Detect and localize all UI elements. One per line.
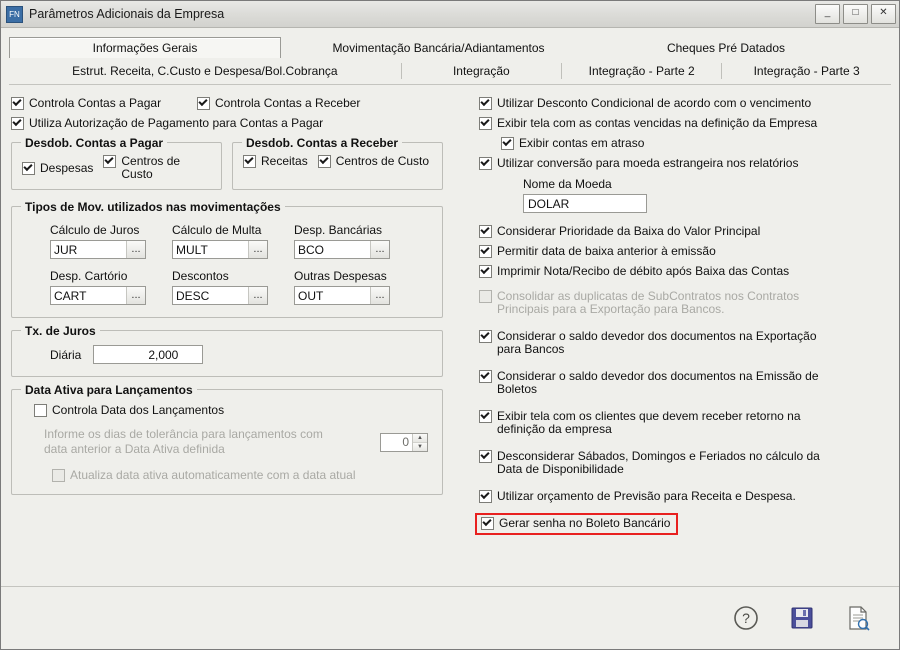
checkbox-icon[interactable] [481,517,494,530]
checkbox-label: Utiliza Autorização de Pagamento para Contas a Pagar [29,116,324,130]
right-column [443,97,889,586]
text-input[interactable] [295,287,370,304]
text-input[interactable] [51,241,126,258]
checkbox-label: Utilizar Desconto Condicional de acordo com o vencimento [497,96,812,110]
checkbox-conversao-moeda-estrangeira[interactable] [479,157,889,170]
checkbox-controla-data-lancamentos[interactable] [34,404,428,417]
input-outras-despesas[interactable] [294,286,390,305]
tolerance-description [44,427,380,457]
checkbox-icon[interactable] [479,290,492,303]
checkbox-imprimir-nota-recibo[interactable] [479,265,889,278]
checkbox-controla-contas-pagar[interactable] [11,97,197,110]
checkbox-label: Centros de Custo [121,154,181,181]
checkbox-icon[interactable] [479,450,492,463]
save-button[interactable] [787,603,817,633]
group-desdob-contas-receber [232,136,443,190]
checkbox-exibir-clientes-retorno[interactable] [479,410,889,436]
tab-bar [1,28,899,85]
group-legend: Data Ativa para Lançamentos [21,383,197,397]
input-desp-cartorio[interactable] [50,286,146,305]
export-button[interactable] [843,603,873,633]
checkbox-icon[interactable] [11,97,24,110]
field-label: Desp. Cartório [50,269,128,283]
checkbox-icon[interactable] [479,370,492,383]
field-calculo-multa [172,223,268,259]
checkbox-icon[interactable] [479,117,492,130]
checkbox-icon[interactable] [479,265,492,278]
input-calculo-juros[interactable] [50,240,146,259]
checkbox-icon[interactable] [34,404,47,417]
checkbox-desconsiderar-sabados-domingos[interactable] [479,450,889,476]
checkbox-label: Exibir contas em atraso [519,136,645,150]
checkbox-label: Exibir tela com as contas vencidas na definição da Empresa [497,116,818,130]
group-tipos-movimentacao [11,200,443,318]
spinner-buttons[interactable] [412,434,427,451]
svg-text:?: ? [742,610,750,626]
checkbox-label: Permitir data de baixa anterior à emissão [497,244,716,258]
tab-estrut-receita[interactable]: Estrut. Receita, C.Custo e Despesa/Bol.Cobrança [72,64,338,78]
field-label: Cálculo de Multa [172,223,262,237]
checkbox-icon[interactable] [479,97,492,110]
tab-row-secondary [9,58,891,85]
lookup-button[interactable]: ... [248,241,267,258]
field-outras-despesas [294,269,390,305]
field-desp-cartorio [50,269,146,305]
text-input[interactable] [173,287,248,304]
checkbox-label: Utilizar conversão para moeda estrangeira nos relatórios [497,156,799,170]
group-legend: Desdob. Contas a Receber [242,136,402,150]
checkbox-label: Imprimir Nota/Recibo de débito após Baixa das Contas [497,264,790,278]
checkbox-label: Consolidar as duplicatas de SubContratos nos Contratos Principais para a Exportação para Bancos. [497,289,800,316]
tab-row-primary [9,34,891,58]
input-descontos[interactable] [172,286,268,305]
tolerance-description-line1: Informe os dias de tolerância para lançamentos com [44,427,323,441]
input-tx-juros-diaria[interactable] [93,345,203,364]
tab-movimentacao-bancaria[interactable]: Movimentação Bancária/Adiantamentos [332,41,545,55]
checkbox-controla-contas-receber[interactable] [197,97,360,110]
checkbox-icon[interactable] [479,225,492,238]
field-label: Desp. Bancárias [294,223,383,237]
checkbox-label: Exibir tela com os clientes que devem receber retorno na definição da empresa [497,409,801,436]
checkbox-gerar-senha-boleto[interactable] [481,517,670,530]
lookup-button[interactable]: ... [370,241,389,258]
field-nome-moeda [523,177,889,213]
tab-informacoes-gerais[interactable]: Informações Gerais [9,37,281,58]
checkbox-label: Controla Data dos Lançamentos [52,403,225,417]
checkbox-label: Considerar o saldo devedor dos documentos na Exportação para Bancos [497,329,817,356]
left-column [11,97,443,586]
checkbox-exibir-contas-vencidas[interactable] [479,117,889,130]
checkbox-label: Receitas [261,154,308,168]
checkbox-exibir-contas-atraso[interactable] [501,137,889,150]
checkbox-icon[interactable] [479,490,492,503]
checkbox-label: Controla Contas a Pagar [29,96,162,110]
tab-content-informacoes-gerais [1,85,899,586]
lookup-button[interactable]: ... [370,287,389,304]
text-input[interactable] [295,241,370,258]
field-desp-bancarias [294,223,390,259]
spinner-value[interactable] [381,434,412,451]
checkbox-despesas[interactable] [22,162,93,175]
checkbox-receitas[interactable] [243,155,308,168]
checkbox-icon[interactable] [22,162,35,175]
checkbox-label: Despesas [40,160,94,175]
field-descontos [172,269,268,305]
checkbox-icon[interactable] [197,97,210,110]
checkbox-label: Controla Contas a Receber [215,96,361,110]
checkbox-centros-custo-pagar[interactable] [103,155,211,181]
help-icon [733,605,759,631]
tab-integracao-parte-2[interactable]: Integração - Parte 2 [588,64,695,78]
checkbox-label: Gerar senha no Boleto Bancário [499,516,671,530]
tab-integracao-parte-3[interactable]: Integração - Parte 3 [753,64,860,78]
checkbox-label: Considerar o saldo devedor dos documentos na Emissão de Boletos [497,369,819,396]
checkbox-prioridade-baixa-valor-principal[interactable] [479,225,889,238]
checkbox-icon[interactable] [11,117,24,130]
checkbox-icon[interactable] [479,410,492,423]
group-legend: Tx. de Juros [21,324,100,338]
group-legend: Tipos de Mov. utilizados nas movimentações [21,200,285,214]
field-label: Descontos [172,269,229,283]
tab-cheques-pre-datados[interactable]: Cheques Pré Datados [666,41,786,55]
group-tx-juros [11,324,443,377]
help-button[interactable] [731,603,761,633]
field-label-diaria: Diária [50,347,82,362]
group-desdob-contas-pagar [11,136,222,190]
app-icon: FN [6,6,23,23]
checkbox-label: Atualiza data ativa automaticamente com a data atual [70,468,356,482]
checkbox-icon[interactable] [243,155,256,168]
checkbox-icon[interactable] [318,155,331,168]
checkbox-icon[interactable] [479,330,492,343]
checkbox-autorizacao-pagamento[interactable] [11,117,443,130]
spinner-up-icon[interactable]: ▲ [413,434,427,443]
maximize-button[interactable]: □ [843,4,868,24]
input-nome-moeda[interactable] [523,194,647,213]
checkbox-saldo-devedor-exportacao[interactable] [479,330,889,356]
checkbox-orcamento-previsao[interactable] [479,490,889,503]
group-legend: Desdob. Contas a Pagar [21,136,167,150]
lookup-button[interactable]: ... [126,287,145,304]
checkbox-atualiza-data-ativa[interactable] [52,469,428,482]
checkbox-saldo-devedor-boletos[interactable] [479,370,889,396]
checkbox-consolidar-duplicatas-subcontratos[interactable] [479,290,889,316]
highlight-annotation [475,513,678,535]
checkbox-icon[interactable] [103,155,116,168]
field-label: Outras Despesas [294,269,387,283]
checkbox-label: Centros de Custo [335,154,430,168]
field-label: Nome da Moeda [523,177,612,191]
save-icon [789,605,815,631]
field-calculo-juros [50,223,146,259]
checkbox-desconto-condicional[interactable] [479,97,889,110]
checkbox-label: Desconsiderar Sábados, Domingos e Feriados no cálculo da Data de Disponibilidade [497,449,820,476]
tab-integracao[interactable]: Integração [452,64,510,78]
text-input[interactable] [173,241,248,258]
checkbox-icon[interactable] [479,157,492,170]
window-title: Parâmetros Adicionais da Empresa [29,7,225,21]
footer-toolbar [1,586,899,649]
group-data-ativa [11,383,443,495]
spinner-down-icon[interactable]: ▼ [413,443,427,451]
checkbox-icon[interactable] [479,245,492,258]
checkbox-centros-custo-receber[interactable] [318,155,429,168]
minimize-button[interactable]: _ [815,4,840,24]
input-tolerance-days[interactable] [380,433,428,452]
checkbox-icon[interactable] [501,137,514,150]
export-icon [845,605,871,631]
text-input[interactable] [51,287,126,304]
input-calculo-multa[interactable] [172,240,268,259]
title-bar [1,1,899,28]
field-label: Cálculo de Juros [50,223,140,237]
checkbox-icon[interactable] [52,469,65,482]
checkbox-label: Utilizar orçamento de Previsão para Receita e Despesa. [497,489,796,503]
lookup-button[interactable]: ... [248,287,267,304]
close-button[interactable]: ✕ [871,4,896,24]
checkbox-data-baixa-anterior-emissao[interactable] [479,245,889,258]
checkbox-label: Considerar Prioridade da Baixa do Valor Principal [497,224,761,238]
input-desp-bancarias[interactable] [294,240,390,259]
window-controls [815,4,896,24]
tolerance-description-line2: data anterior a Data Ativa definida [44,442,225,456]
lookup-button[interactable]: ... [126,241,145,258]
